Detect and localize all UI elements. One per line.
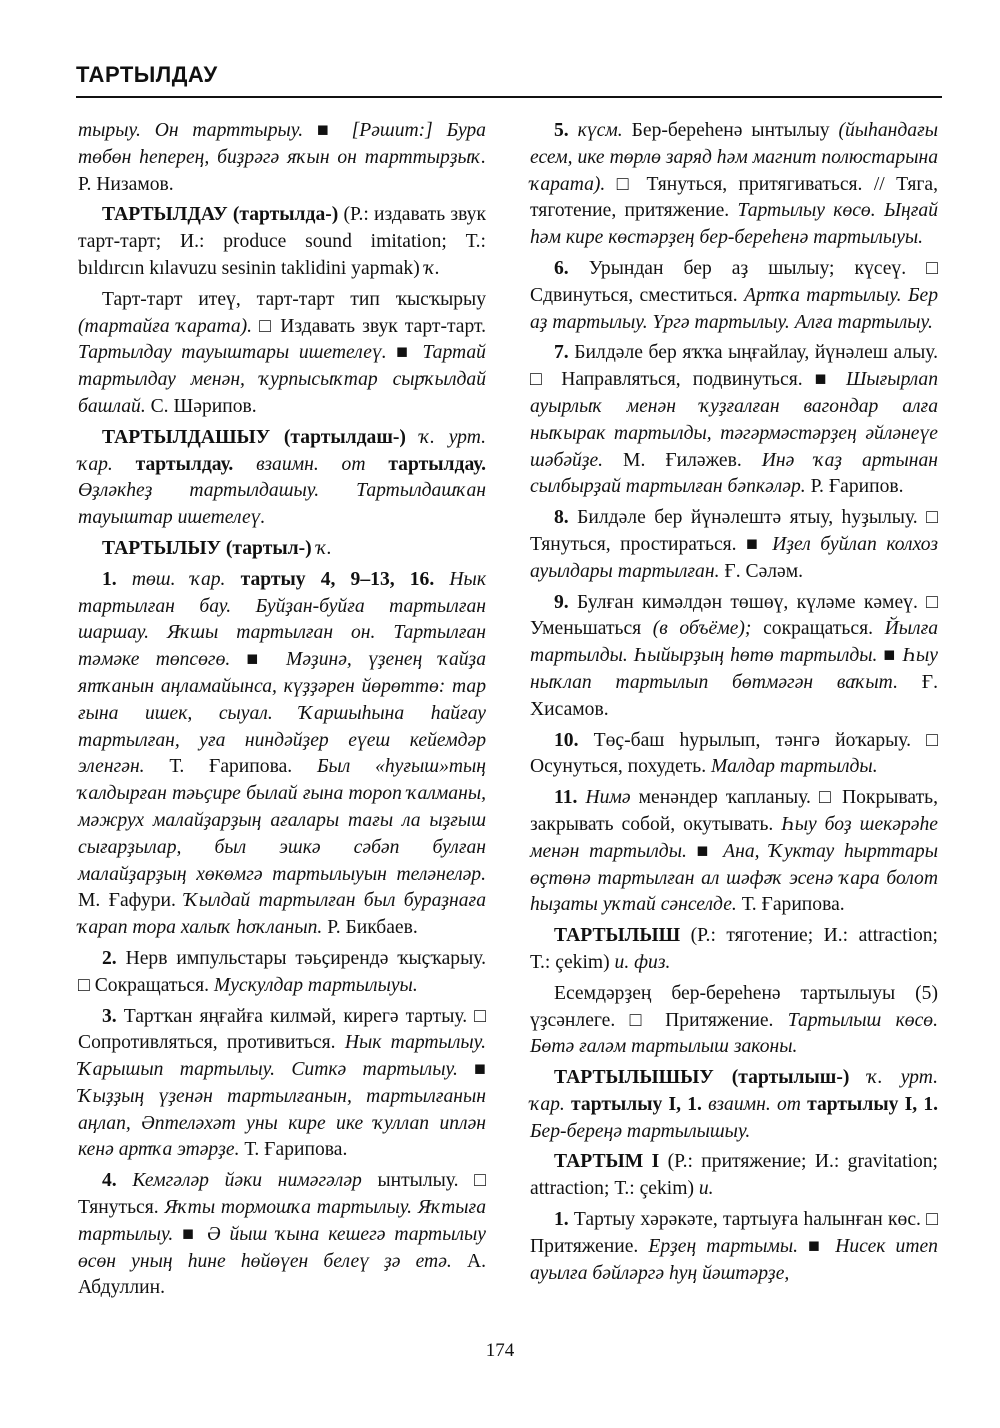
left-column: [78, 118, 486, 1306]
dictionary-paragraph: 9. Булған кимәлдән төшөү, күләме кәмеү. □ Уменьшаться (в объёме); сокращаться. Йылға тартылды. Һыйырҙың һөтө тартылды. ■ Һыу ныҡлап тартылып бөтмәгән ваҡыт. Ғ. Хисамов.: [530, 591, 939, 720]
dictionary-paragraph: ТАРТЫЛЫУ (тартыл-) ҡ.: [102, 537, 332, 559]
dictionary-paragraph: Есемдәрҙең бер-береһенә тартылыуы (5) үҙсәнлеге. □ Притяжение. Тартылыш көсө. Бөтә ғаләм тартылыш законы.: [530, 982, 938, 1058]
header-rule: [76, 96, 942, 98]
dictionary-paragraph: 4. Кемгәләр йәки нимәгәләр ынтылыу. □ Тянуться. Яҡты тормошҡа тартылыу. Яҡтыға тартылыу. ■ Ә йыш ҡына кешегә тартылыу өсөн уның һине һөйөүен белеү ҙә етә. А. Абдуллин.: [78, 1170, 487, 1299]
dictionary-paragraph: ТАРТЫЛДАУ (тартылда-) (Р.: издавать звук тарт-тарт; И.: produce sound imitation; Т.: bıldırcın kılavuzu sesinin taklidini yapmak) ҡ.: [78, 204, 486, 279]
dictionary-paragraph: 6. Урындан бер аҙ шылыу; күсеү. □ Сдвинуться, сместиться. Артҡа тартылыу. Бер аҙ тартылыу. Үргә тартылыу. Алға тартылыу.: [530, 257, 939, 333]
dictionary-paragraph: ТАРТЫЛДАШЫУ (тартылдаш-) ҡ. урт. ҡар. тартылдау. взаимн. от тартылдау. Өҙләкһеҙ тартылдашыу. Тартылдашҡан тауыштар ишетелеү.: [78, 426, 486, 529]
right-column: [530, 118, 938, 1291]
dictionary-paragraph: 1. Тартыу хәрәкәте, тартыуға һалынған көс. □ Притяжение. Ерҙең тартымы. ■ Нисек итеп ауылға бәйләргә һуң йәштәрҙе,: [530, 1209, 938, 1284]
dictionary-paragraph: 11. Нимә менәндер ҡапланыу. □ Покрывать, закрывать собой, окутывать. Һыу боҙ шекәрәһе менән тартылды. ■ Ана, Ҡуктау һырттары өҫтөнә тартылған ал шәфәҡ эсенә ҡара болот һыҙаты уҡтай сәнселде. Т. Ғарипова.: [530, 787, 938, 916]
dictionary-paragraph: 5. күсм. Бер-береһенә ынтылыу (йыһандағы есем, ике төрлө заряд һәм магнит полюстарына ҡарата). □ Тянуться, притягиваться. // Тяга, тяготение, притяжение. Тартылыу көсө. Ыңғай һәм кире көстәрҙең бер-береһенә тартылыуы.: [530, 120, 938, 249]
dictionary-paragraph: 3. Тартҡан яңғайға килмәй, кирегә тартыу. □ Сопротивляться, противиться. Нык тартылыу. Ҡарышып тартылыу. Ситкә тартылыу. ■ Ҡыҙҙың үҙенән тартылғанын, тартылғанын аңлап, Әптеләхәт уны кире ике ҡуллап иплән кенә артҡа этәрҙе. Т. Ғарипова.: [78, 1005, 487, 1161]
page-number: 174: [485, 1340, 515, 1361]
dictionary-paragraph: 8. Билдәле бер йүнәлештә ятыу, һуҙылыу. □ Тянуться, простираться. ■ Иҙел буйлап колхоз ауылдары тартылған. Ғ. Сәләм.: [530, 507, 938, 582]
dictionary-paragraph: тырыу. Он тарттырыу. ■ [Рәшит:] Бура төбөн һеперең, биҙрәгә яҡын он тарттырҙыҡ. Р. Низамов.: [78, 120, 486, 195]
dictionary-paragraph: 2. Нерв импульстары тәьҫирендә ҡыҫҡарыу. □ Сокращаться. Мускулдар тартылыуы.: [78, 947, 486, 996]
dictionary-paragraph: Тарт-тарт итеү, тарт-тарт тип ҡысҡырыу (тартайға ҡарата). □ Издавать звук тарт-тарт. Тартылдау тауыштары ишетелеү. ■ Тартай тартылдау менән, ҡурпысыҡтар сырҡылдай башлай. С. Шәрипов.: [78, 288, 486, 417]
dictionary-paragraph: ТАРТЫЛЫШЫУ (тартылыш-) ҡ. урт. ҡар. тартылыу I, 1. взаимн. от тартылыу I, 1. Бер-береңә тартылышыу.: [530, 1067, 939, 1142]
dictionary-paragraph: 1. төш. ҡар. тартыу 4, 9–13, 16. Нык тартылған бау. Буйҙан-буйға тартылған шаршау. Яҡшы тартылған он. Тартылған тәмәке төпсөгө. ■ Мәҙинә, үҙенең ҡайҙа ятҡанын аңламайынса, күҙҙәрен йөрөттө: тар ғына ишек, сыуал. Ҡаршыһына һайғау тартылған, уға ниндәйҙер еүеш кейемдәр эленгән. Т. Ғарипова. Был «һуғыш»тың ҡалдырған тәьҫире былай ғына тороп ҡалманы, мәжрух малайҙарҙың ағалары тағы ла ыҙғыш сығарҙылар, был эшкә сәбәп булған малайҙарҙың хөкөмгә тартылыуын теләнеләр. М. Ғафури. Ҡылдай тартылған был бураҙнаға ҡарап тора халыҡ һоҡланып. Р. Бикбаев.: [78, 568, 487, 939]
dictionary-paragraph: 7. Билдәле бер яҡҡа ыңғайлау, йүнәлеш алыу. □ Направляться, подвинуться. ■ Шығырлап ауырлыҡ менән ҡуҙғалған вагондар алға ныҡырак тартылды, тәгәрмәстәрҙең әйләнеүе шәбәйҙе. М. Ғиләжев. Инә ҡаҙ артынан сылбырҙай тартылған бәпкәләр. Р. Ғарипов.: [530, 342, 938, 498]
dictionary-paragraph: ТАРТЫЛЫШ (Р.: тяготение; И.: attraction; Т.: çekim) и. физ.: [530, 925, 938, 973]
running-head: ТАРТЫЛДАУ: [76, 62, 218, 87]
dictionary-paragraph: ТАРТЫМ I (Р.: притяжение; И.: gravitation; attraction; Т.: çekim) и.: [530, 1151, 938, 1200]
dictionary-paragraph: 10. Төҫ-баш һурылып, тәнгә йоҡарыу. □ Осунуться, похудеть. Малдар тартылды.: [530, 729, 938, 778]
